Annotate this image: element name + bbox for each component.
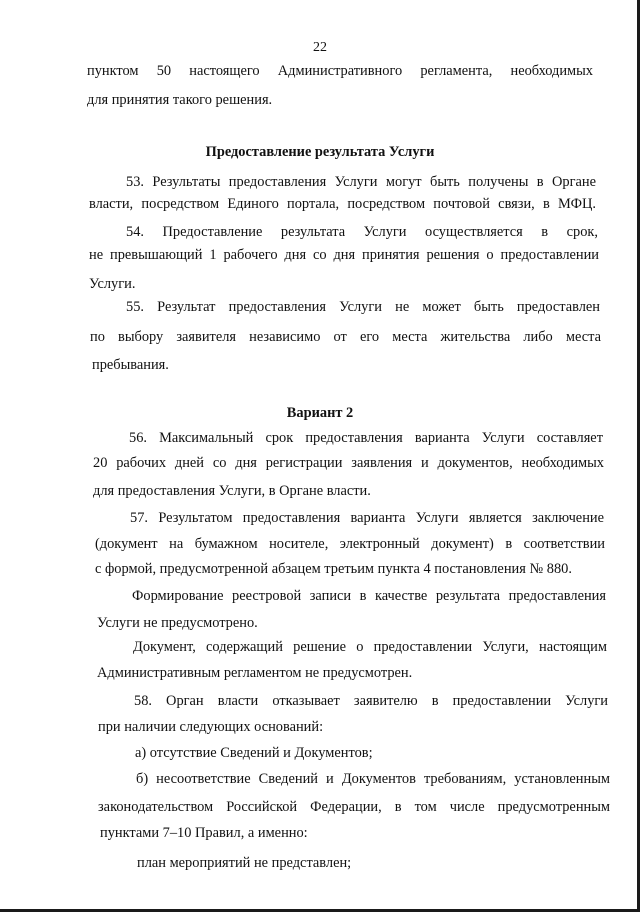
paragraph-line: с формой, предусмотренной абзацем третьим пункта 4 постановления № 880. [95,561,572,577]
list-item: б) несоответствие Сведений и Документов требованиям, установленным [136,771,610,787]
paragraph-line: 55. Результат предоставления Услуги не может быть предоставлен [126,299,600,315]
paragraph-line: Услуги. [89,276,136,292]
list-item: а) отсутствие Сведений и Документов; [135,745,373,761]
paragraph-line: пунктом 50 настоящего Административного регламента, необходимых [87,63,593,79]
paragraph-line: 53. Результаты предоставления Услуги могут быть получены в Органе [126,174,596,190]
paragraph-line: 54. Предоставление результата Услуги осуществляется в срок, [126,224,598,240]
paragraph-line: пребывания. [92,357,169,373]
paragraph-line: 58. Орган власти отказывает заявителю в предоставлении Услуги [134,693,608,709]
paragraph-line: по выбору заявителя независимо от его места жительства либо места [90,329,601,345]
section-heading-variant-2: Вариант 2 [286,405,354,421]
paragraph-line: план мероприятий не представлен; [137,855,352,871]
paragraph-line: Услуги не предусмотрено. [97,615,258,631]
paragraph-line: 57. Результатом предоставления варианта Услуги является заключение [130,510,604,526]
paragraph-line: для предоставления Услуги, в Органе власти. [93,483,371,499]
paragraph-line: пунктами 7–10 Правил, а именно: [100,825,308,841]
paragraph-line: не превышающий 1 рабочего дня со дня принятия решения о предоставлении [89,247,599,263]
paragraph-line: для принятия такого решения. [87,92,273,108]
page-number: 22 [313,40,327,55]
paragraph-line: при наличии следующих оснований: [98,719,324,735]
paragraph-line: Документ, содержащий решение о предоставлении Услуги, настоящим [133,639,607,655]
paragraph-line: 56. Максимальный срок предоставления варианта Услуги составляет [129,430,603,446]
paragraph-line: власти, посредством Единого портала, посредством почтовой связи, в МФЦ. [89,196,596,212]
paragraph-line: 20 рабочих дней со дня регистрации заявления и документов, необходимых [93,455,604,471]
paragraph-line: Административным регламентом не предусмотрен. [97,665,413,681]
paragraph-line: (документ на бумажном носителе, электронный документ) в соответствии [95,536,605,552]
paragraph-line: законодательством Российской Федерации, в том числе предусмотренным [98,799,610,815]
section-heading-result: Предоставление результата Услуги [205,144,435,160]
paragraph-line: Формирование реестровой записи в качестве результата предоставления [132,588,606,604]
